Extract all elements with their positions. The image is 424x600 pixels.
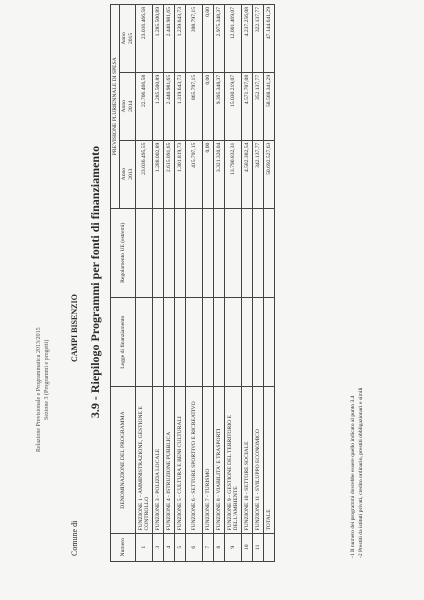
row-value-2015: 12.001.469,07 (225, 5, 242, 73)
row-value-2014: 0,00 (203, 72, 214, 140)
total-regolamento (264, 208, 275, 297)
row-legge (203, 297, 214, 387)
row-number: 4 (164, 533, 175, 561)
row-number: 6 (186, 533, 203, 561)
row-value-2015: 23.016.466,58 (136, 5, 153, 73)
row-value-2015: 398.797,15 (186, 5, 203, 73)
row-value-2015: 0,00 (203, 5, 214, 73)
row-value-2013: 13.790.832,31 (225, 140, 242, 208)
col-regolamento: Regolamento UE (estremi) (111, 208, 136, 297)
row-value-2015: 1.239.643,73 (175, 5, 186, 73)
row-value-2013: 415.797,15 (186, 140, 203, 208)
row-value-2015: 2.975.348,37 (214, 5, 225, 73)
table-row (203, 5, 214, 562)
footnote-1: -1 Il numero dei programmi dovrebbe essere quello indicato al punto 3.4 (350, 395, 356, 558)
row-number: 3 (153, 533, 164, 561)
row-legge (225, 297, 242, 387)
row-regolamento (253, 208, 264, 297)
comune-label: Comune di (70, 520, 79, 556)
row-regolamento (225, 208, 242, 297)
row-value-2014: 352.137,77 (253, 72, 264, 140)
total-row (264, 5, 275, 562)
total-2014: 58.568.341,29 (264, 72, 275, 140)
footnotes (350, 387, 366, 558)
total-label: TOTALE (264, 387, 275, 533)
row-value-2014: 1.285.500,89 (153, 72, 164, 140)
row-legge (153, 297, 164, 387)
row-value-2013: 0,00 (203, 140, 214, 208)
page-title: 3.9 - Riepilogo Programmi per fonti di finanziamento (88, 145, 102, 419)
row-number: 9 (225, 533, 242, 561)
row-value-2014: 4.571.707,08 (242, 72, 253, 140)
row-legge (186, 297, 203, 387)
header-line-1: Relazione Previsionale e Programmatica 2013/2015 (36, 327, 42, 452)
table-row (164, 5, 175, 562)
row-number: 5 (175, 533, 186, 561)
row-regolamento (186, 208, 203, 297)
row-regolamento (242, 208, 253, 297)
table-row (225, 5, 242, 562)
table-row (242, 5, 253, 562)
row-value-2014: 1.319.643,73 (175, 72, 186, 140)
col-year-2014: Anno 2014 (120, 72, 136, 140)
row-value-2013: 342.137,77 (253, 140, 264, 208)
row-legge (164, 297, 175, 387)
table-row (175, 5, 186, 562)
row-number: 8 (214, 533, 225, 561)
row-legge (253, 297, 264, 387)
rotated-content (30, 2, 390, 562)
row-regolamento (175, 208, 186, 297)
row-legge (242, 297, 253, 387)
table-row (186, 5, 203, 562)
comune-name: CAMPI BISENZIO (70, 294, 79, 362)
row-name: FUNZIONE 10 - SETTORE SOCIALE (242, 387, 253, 533)
table-row (214, 5, 225, 562)
table-row (136, 5, 153, 562)
row-number: 10 (242, 533, 253, 561)
row-name: FUNZIONE 1 - AMMINISTRAZIONE, GESTIONE E CONTROLLO (136, 387, 153, 533)
col-previsione: PREVISIONE PLURIENNALE DI SPESA (111, 5, 120, 209)
row-number: 1 (136, 533, 153, 561)
row-value-2015: 2.440.981,65 (164, 5, 175, 73)
row-value-2013: 23.036.495,55 (136, 140, 153, 208)
row-regolamento (153, 208, 164, 297)
row-name: FUNZIONE 6 - SETTORE SPORTIVO E RICREATIVO (186, 387, 203, 533)
table-row (253, 5, 264, 562)
row-value-2015: 4.237.256,08 (242, 5, 253, 73)
row-name: FUNZIONE 11 - SVILUPPO ECONOMICO (253, 387, 264, 533)
row-value-2013: 2.615.091,65 (164, 140, 175, 208)
row-regolamento (136, 208, 153, 297)
table-row (153, 5, 164, 562)
row-name: FUNZIONE 5 - CULTURA E BENI CULTURALI (175, 387, 186, 533)
row-value-2013: 3.321.320,04 (214, 140, 225, 208)
row-value-2013: 1.301.819,73 (175, 140, 186, 208)
row-value-2014: 2.440.981,65 (164, 72, 175, 140)
row-value-2014: 9.395.348,37 (214, 72, 225, 140)
footnote-2: -2 Prestiti da istituti privati, credito ordinario, prestiti obbligazionari e simili (357, 387, 364, 558)
col-year-2013: Anno 2013 (120, 140, 136, 208)
row-legge (175, 297, 186, 387)
row-value-2015: 1.285.500,89 (153, 5, 164, 73)
row-value-2015: 322.137,77 (253, 5, 264, 73)
col-year-2015: Anno 2015 (120, 5, 136, 73)
row-regolamento (164, 208, 175, 297)
col-denominazione: DENOMINAZIONE DEL PROGRAMMA (111, 387, 136, 533)
row-name: FUNZIONE 4 - ISTRUZIONE PUBBLICA (164, 387, 175, 533)
header-line-2: Sezione 3 (Programmi e progetti) (44, 339, 50, 420)
row-regolamento (203, 208, 214, 297)
row-name: FUNZIONE 7 - TURISMO (203, 387, 214, 533)
row-legge (214, 297, 225, 387)
row-number: 7 (203, 533, 214, 561)
total-2015: 47.144.641,29 (264, 5, 275, 73)
row-value-2013: 4.582.382,54 (242, 140, 253, 208)
total-blank (264, 533, 275, 561)
funding-table (110, 4, 275, 562)
row-value-2014: 15.030.219,07 (225, 72, 242, 140)
row-value-2013: 1.288.002,89 (153, 140, 164, 208)
total-legge (264, 297, 275, 387)
col-legge: Legge di finanziamento (111, 297, 136, 387)
row-number: 11 (253, 533, 264, 561)
total-2013: 50.692.527,63 (264, 140, 275, 208)
row-legge (136, 297, 153, 387)
col-numero: Numero (111, 533, 136, 561)
row-name: FUNZIONE 8 - VIABILITA' E TRASPORTI (214, 387, 225, 533)
row-regolamento (214, 208, 225, 297)
row-name: FUNZIONE 9 - GESTIONE DEL TERRITORIO E DELL'AMBIENTE (225, 387, 242, 533)
row-value-2014: 22.706.466,58 (136, 72, 153, 140)
row-value-2014: 865.797,15 (186, 72, 203, 140)
row-name: FUNZIONE 3 - POLIZIA LOCALE (153, 387, 164, 533)
